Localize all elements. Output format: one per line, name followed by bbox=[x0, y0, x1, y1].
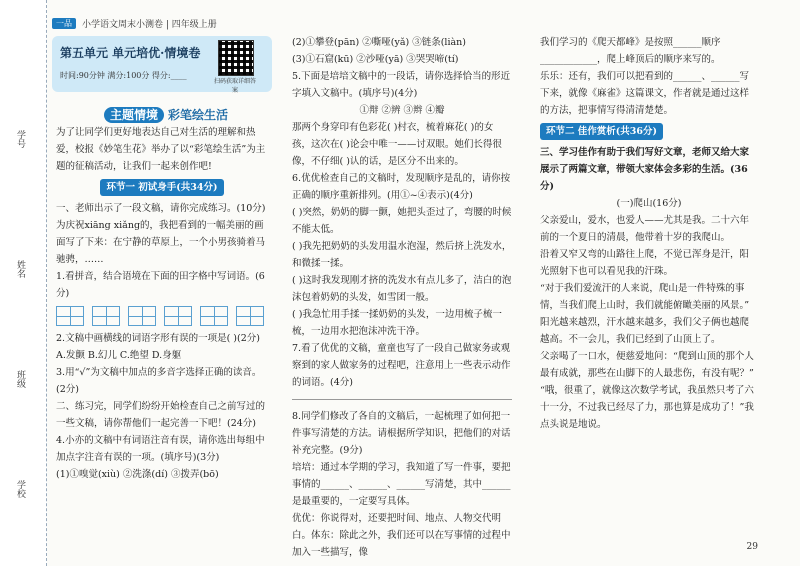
middle-column bbox=[292, 34, 512, 561]
unit-meta: 时间:90分钟 满分:100分 得分:____ bbox=[60, 71, 187, 80]
binding-strip bbox=[0, 0, 47, 566]
q2-4-options: (1)①嗅觉(xiù) ②洗涤(dí) ③拨弄(bō) bbox=[56, 469, 219, 480]
essay-para: 沿着又窄又弯的山路往上爬，不觉已浑身是汗，阳光照射下也可以看见我的汗珠。 bbox=[540, 249, 750, 277]
q8-b: 优优：你说得对，还要把时间、地点、人物交代明白。体东：除此之外，我们还可以在写事情的过程中加入一些描写，像 bbox=[292, 513, 511, 558]
tianzige-cell[interactable] bbox=[56, 306, 84, 326]
theme-pill: 主题情境 bbox=[104, 107, 164, 123]
essay-para: 父亲喝了一口水，便慈爱地问：“爬到山顶的那个人最有成就，那些在山脚下的人最悲伤，有没有呢？” bbox=[540, 351, 754, 379]
binding-label-id: 学号 bbox=[15, 130, 25, 148]
q6-d: ( )我急忙用手揉一揉奶奶的头发，一边用梳子梳一梳，一边用水把泡沫冲洗干净。 bbox=[292, 309, 502, 337]
essay-para: 阳光越来越烈，汗水越来越多，我们父子俩也越爬越高。不一会儿，我们已经到了山顶上了。 bbox=[540, 317, 750, 345]
right-column bbox=[540, 34, 758, 433]
tianzige-cell[interactable] bbox=[164, 306, 192, 326]
qr-code-icon bbox=[218, 40, 254, 76]
essay-para: “对于我们爱流汗的人来说，爬山是一件特殊的事情，当我们爬上山时，我们就能俯瞰美丽的风景。” bbox=[540, 283, 750, 311]
section-2-heading: 环节二 佳作赏析(共36分) bbox=[540, 123, 663, 140]
q6-b: ( )我先把奶奶的头发用温水泡湿，然后挤上洗发水，和微揉一揉。 bbox=[292, 241, 512, 269]
theme-heading bbox=[104, 106, 228, 123]
tianzige-cell[interactable] bbox=[236, 306, 264, 326]
q8-continued-2: 乐乐：还有，我们可以把看到的______、______写下来，就像《麻雀》这篇课文，作者就是通过这样的方法，把事情写得清清楚楚。 bbox=[540, 71, 750, 116]
binding-label-class: 班级 bbox=[15, 370, 25, 388]
header-strip bbox=[52, 16, 412, 30]
essay-para: “哦，很重了，就像这次数学考试，我虽然只考了六十一分，不过我已经尽了力，那也算是成功了！”我点头说是地说。 bbox=[540, 385, 754, 430]
q6: 6.优优检查自己的文稿时，发现顺序是乱的，请你按正确的顺序重新排列。(用①~④表示)(4分) bbox=[292, 173, 511, 201]
q1-passage: 为庆祝xiāng xiǎng的，我把看到的一幅美丽的画面写了下来：在宁静的草原上，一个小男孩骑着马驰骋，…… bbox=[56, 220, 266, 265]
q5: 5.下面是培培文稿中的一段话，请你选择恰当的形近字填入文稿中。(填序号)(4分) bbox=[292, 71, 511, 99]
q2-heading: 二、练习完，同学们纷纷开始检查自己之前写过的一些文稿，请你帮他们一起完善一下吧！(24分) bbox=[56, 401, 266, 429]
q8: 8.同学们修改了各自的文稿后，一起梳理了如何把一件事写清楚的方法。请根据所学知识，把他们的对话补充完整。(9分) bbox=[292, 411, 511, 456]
tianzige-cell[interactable] bbox=[200, 306, 228, 326]
q1-2-options: A.发颤 B.幻儿 C.绝望 D.身躯 bbox=[56, 350, 182, 361]
unit-title: 第五单元 单元培优·情境卷 bbox=[60, 46, 201, 60]
essay-title: (一)爬山(16分) bbox=[616, 198, 682, 209]
binding-label-school: 学校 bbox=[15, 480, 25, 498]
q6-c: ( )这时我发现刚才挤的洗发水有点儿多了，洁白的泡沫包着奶奶的头发，如雪团一般。 bbox=[292, 275, 512, 303]
section-1-heading: 环节一 初试身手(共34分) bbox=[100, 179, 223, 196]
qr-caption: 扫码获取详细答案 bbox=[213, 78, 256, 94]
q4-line2: (2)①攀登(pān) ②嘶哑(yǎ) ③链条(liàn) bbox=[292, 37, 466, 48]
q3-heading: 三、学习佳作有助于我们写好文章，老师又给大家展示了两篇文章，带领大家体会多彩的生活。(36分) bbox=[540, 147, 750, 192]
q8-a: 培培：通过本学期的学习，我知道了写一件事，要把事情的______、______、______写清楚，其中______是最重要的，一定要写具体。 bbox=[292, 462, 511, 507]
q1-2: 2.文稿中画横线的词语字形有误的一项是( )(2分) bbox=[56, 333, 260, 344]
q6-a: ( )突然，奶奶的脚一颤，她把头歪过了，弯腰的时候不能太低。 bbox=[292, 207, 512, 235]
q7: 7.看了优优的文稿，童童也写了一段自己做家务或观察到的家人做家务的过程吧，注意用上一些表示动作的词语。(4分) bbox=[292, 343, 511, 388]
answer-line[interactable] bbox=[292, 399, 512, 400]
q5-options: ①辩 ②辨 ③辫 ④瓣 bbox=[359, 105, 445, 116]
q5-text: 那两个身穿印有色彩花( )村衣，梳着麻花( )的女孩，这次在( )论会中唯一——讨双眼。她们长得很像，不仔细( )认的话，是区分不出来的。 bbox=[292, 122, 502, 167]
header-text: 小学语文周末小测卷 | 四年级上册 bbox=[82, 19, 217, 30]
essay-para: 父亲爱山，爱水，也爱人——尤其是我。二十六年前的一个夏日的清晨，他带着十岁的我爬山。 bbox=[540, 215, 750, 243]
left-column bbox=[56, 124, 268, 483]
q1-1: 1.看拼音，结合语境在下面的田字格中写词语。(6分) bbox=[56, 271, 265, 299]
q1-3: 3.用“√”为文稿中加点的多音字选择正确的读音。(2分) bbox=[56, 367, 262, 395]
tianzige-grid bbox=[56, 306, 268, 326]
tianzige-cell[interactable] bbox=[128, 306, 156, 326]
q4-line3: (3)①石窟(kū) ②沙哑(yā) ③哭哭啼(tí) bbox=[292, 54, 459, 65]
brand-tag: 一品 bbox=[52, 18, 76, 29]
intro-text: 为了让同学们更好地表达自己对生活的理解和热爱，校报《妙笔生花》举办了以“彩笔绘生活”为主题的征稿活动，让我们一起来创作吧! bbox=[56, 127, 266, 172]
q2-4: 4.小亦的文稿中有词语注音有误，请你选出每组中加点字注音有误的一项。(填序号)(3分) bbox=[56, 435, 265, 463]
binding-label-name: 姓名 bbox=[15, 260, 25, 278]
page-number: 29 bbox=[746, 542, 758, 552]
q8-continued-1: 我们学习的《爬天都峰》是按照______顺序____________，爬上峰顶后的顺序来写的。 bbox=[540, 37, 721, 65]
theme-title: 彩笔绘生活 bbox=[168, 108, 229, 122]
q1-heading: 一、老师出示了一段文稿，请你完成练习。(10分) bbox=[56, 203, 266, 214]
tianzige-cell[interactable] bbox=[92, 306, 120, 326]
